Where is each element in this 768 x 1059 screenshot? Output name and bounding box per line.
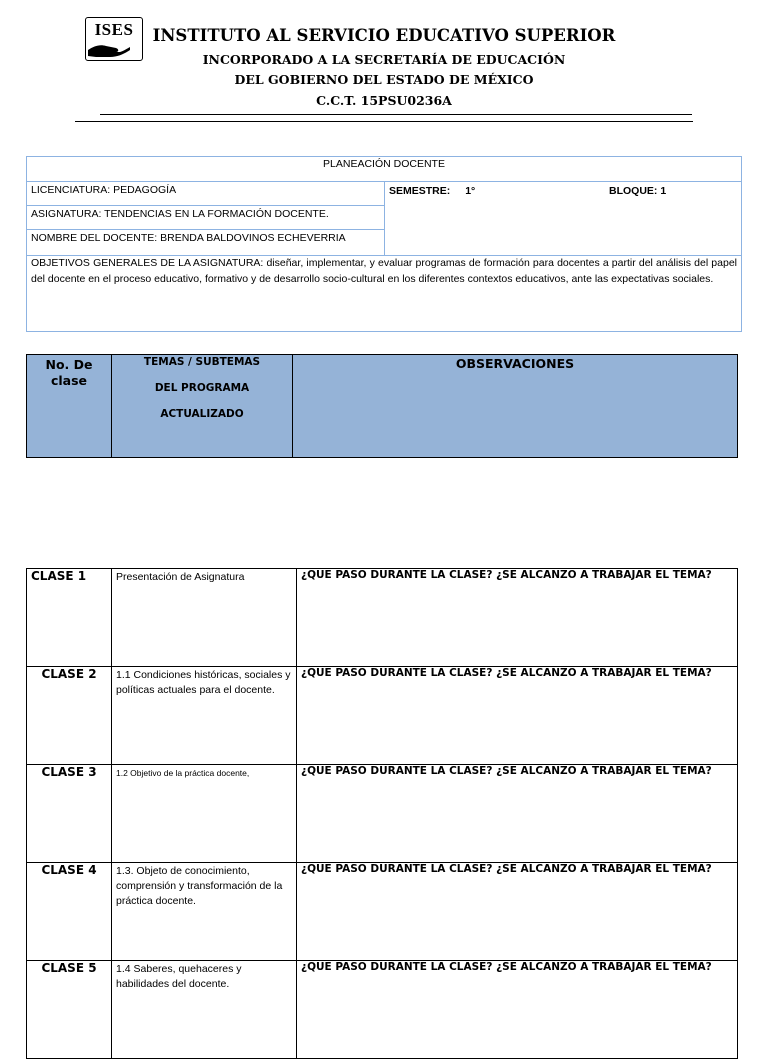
incorporation-line: INCORPORADO A LA SECRETARÍA DE EDUCACIÓN — [202, 52, 566, 67]
teacher-field: NOMBRE DEL DOCENTE: BRENDA BALDOVINOS ECHEVERRIA — [27, 230, 385, 256]
table-row — [27, 961, 738, 1059]
institute-name: INSTITUTO AL SERVICIO EDUCATIVO SUPERIOR — [152, 26, 616, 45]
table-row — [27, 667, 738, 765]
class-label: CLASE 4 — [27, 863, 112, 961]
class-label: CLASE 1 — [27, 569, 112, 667]
class-topic: 1.3. Objeto de conocimiento, comprensión y transformación de la práctica docente. — [112, 863, 297, 961]
class-topic: Presentación de Asignatura — [112, 569, 297, 667]
topics-header-line2: DEL PROGRAMA — [154, 382, 250, 394]
subject-field: ASIGNATURA: TENDENCIAS EN LA FORMACIÓN DOCENTE. — [27, 206, 385, 230]
class-label: CLASE 3 — [27, 765, 112, 863]
observations-header: OBSERVACIONES — [293, 355, 738, 458]
government-line: DEL GOBIERNO DEL ESTADO DE MÉXICO — [234, 72, 534, 87]
class-observation[interactable]: ¿QUE PASO DURANTE LA CLASE? ¿SE ALCANZO A TRABAJAR EL TEMA? — [297, 863, 738, 961]
block-field: BLOQUE: 1 — [609, 185, 667, 197]
cct-code: C.C.T. 15PSU0236A — [316, 93, 452, 108]
planning-title: PLANEACIÓN DOCENTE — [27, 157, 741, 182]
table-row — [27, 863, 738, 961]
observations-table-header — [26, 354, 738, 458]
topics-header — [112, 355, 293, 458]
class-observation[interactable]: ¿QUE PASO DURANTE LA CLASE? ¿SE ALCANZO A TRABAJAR EL TEMA? — [297, 667, 738, 765]
class-label: CLASE 2 — [27, 667, 112, 765]
class-number-header — [27, 355, 112, 458]
topics-header-line1: TEMAS / SUBTEMAS — [143, 356, 261, 368]
table-row — [27, 765, 738, 863]
semester-label: SEMESTRE: — [389, 185, 451, 197]
class-label: CLASE 5 — [27, 961, 112, 1059]
class-topic: 1.2 Objetivo de la práctica docente, — [112, 765, 297, 863]
table-row — [27, 569, 738, 667]
classes-table — [26, 568, 738, 1059]
header-rule-bottom — [75, 121, 693, 122]
class-number-header-line1: No. De — [45, 357, 93, 372]
general-objectives: OBJETIVOS GENERALES DE LA ASIGNATURA: diseñar, implementar, y evaluar programas de formación para docentes a partir del análisis del papel del docente en el proceso educativo, formativo y de desarrollo socio-cultural en los diferentes contextos educativos, ante las expectativas sociales. — [31, 257, 737, 285]
class-observation[interactable]: ¿QUE PASO DURANTE LA CLASE? ¿SE ALCANZO A TRABAJAR EL TEMA? — [297, 569, 738, 667]
logo-text: ISES — [94, 20, 134, 39]
topics-header-line3: ACTUALIZADO — [160, 408, 244, 420]
class-number-header-line2: clase — [50, 373, 88, 388]
degree-field: LICENCIATURA: PEDAGOGÍA — [27, 182, 385, 206]
header-rule-top — [100, 114, 692, 115]
semester-value: 1° — [465, 185, 476, 197]
semester-block-cell — [385, 182, 741, 256]
class-observation[interactable]: ¿QUE PASO DURANTE LA CLASE? ¿SE ALCANZO A TRABAJAR EL TEMA? — [297, 961, 738, 1059]
class-observation[interactable]: ¿QUE PASO DURANTE LA CLASE? ¿SE ALCANZO A TRABAJAR EL TEMA? — [297, 765, 738, 863]
class-topic: 1.4 Saberes, quehaceres y habilidades del docente. — [112, 961, 297, 1059]
planning-info-box — [26, 156, 742, 332]
class-topic: 1.1 Condiciones históricas, sociales y políticas actuales para el docente. — [112, 667, 297, 765]
